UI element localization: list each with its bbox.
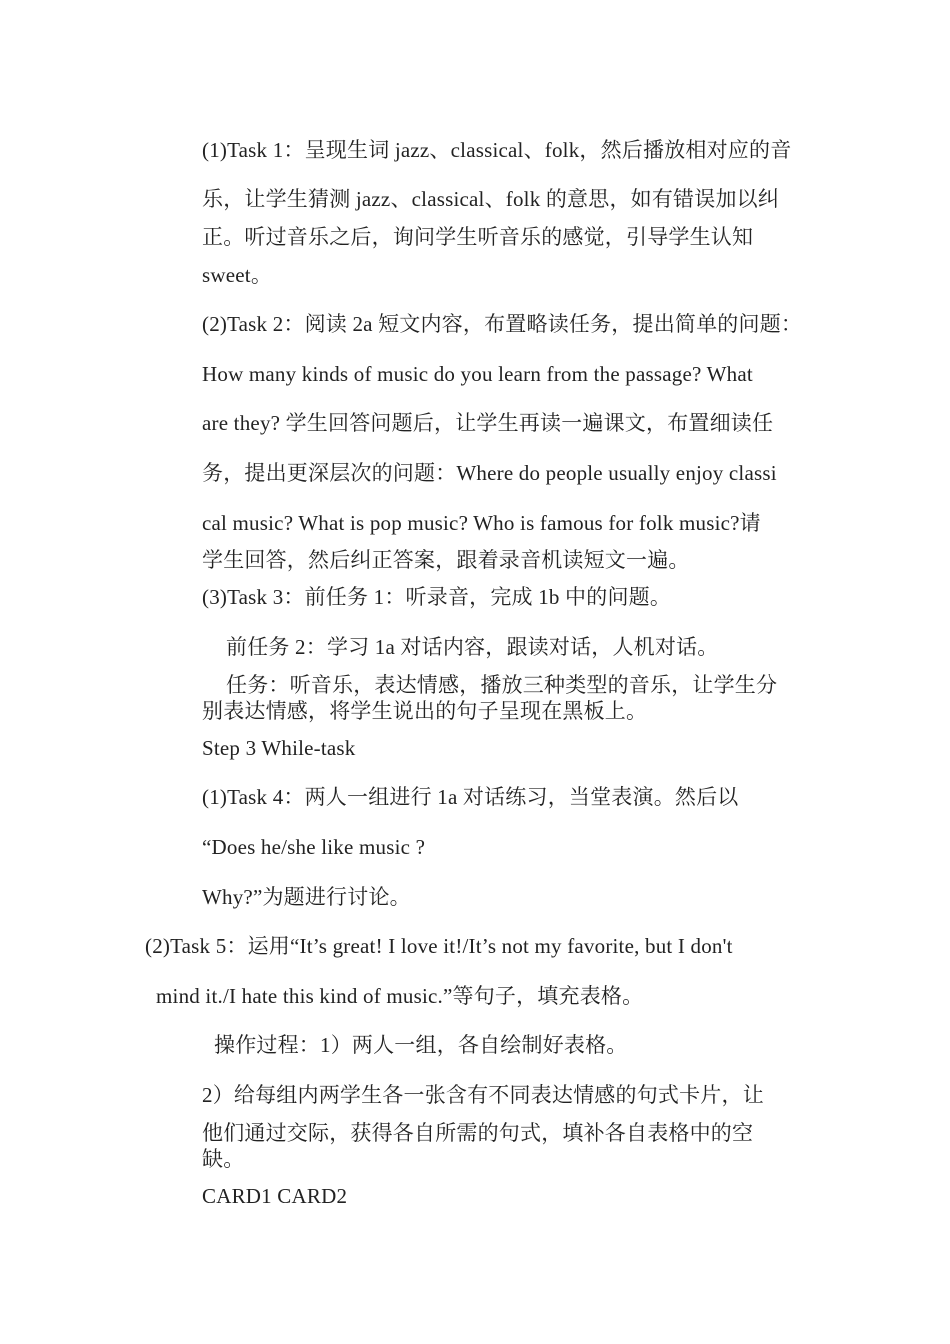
text-line: (2)Task 2：阅读 2a 短文内容，布置略读任务，提出简单的问题： — [202, 312, 803, 336]
text-line: (3)Task 3：前任务 1：听录音，完成 1b 中的问题。 — [202, 585, 672, 609]
text-line: mind it./I hate this kind of music.”等句子，填充表格。 — [156, 984, 644, 1008]
text-line: 正。听过音乐之后，询问学生听音乐的感觉，引导学生认知 — [202, 225, 754, 249]
text-line: sweet。 — [202, 263, 273, 287]
text-line: CARD1 CARD2 — [202, 1184, 348, 1208]
text-line: are they? 学生回答问题后，让学生再读一遍课文，布置细读任 — [202, 411, 774, 435]
text-line: cal music? What is pop music? Who is famous for folk music?请 — [202, 511, 761, 535]
section-heading: Step 3 While-task — [202, 736, 356, 760]
text-line: 操作过程：1）两人一组，各自绘制好表格。 — [214, 1033, 628, 1057]
text-line: (1)Task 4：两人一组进行 1a 对话练习，当堂表演。然后以 — [202, 785, 739, 809]
text-line: (1)Task 1：呈现生词 jazz、classical、folk，然后播放相对应的音 — [202, 138, 792, 162]
text-line: 学生回答，然后纠正答案，跟着录音机读短文一遍。 — [202, 548, 690, 572]
text-line: 前任务 2：学习 1a 对话内容，跟读对话，人机对话。 — [226, 635, 719, 659]
text-line: (2)Task 5：运用“It’s great! I love it!/It’s not my favorite, but I don't — [145, 934, 733, 958]
text-line: 乐，让学生猜测 jazz、classical、folk 的意思，如有错误加以纠 — [202, 187, 780, 211]
text-line: 别表达情感，将学生说出的句子呈现在黑板上。 — [202, 699, 648, 723]
text-line: 他们通过交际，获得各自所需的句式，填补各自表格中的空 — [202, 1121, 754, 1145]
text-line: 任务：听音乐，表达情感，播放三种类型的音乐，让学生分 — [226, 673, 778, 697]
text-line: Why?”为题进行讨论。 — [202, 885, 411, 909]
text-line: 务，提出更深层次的问题：Where do people usually enjoy classi — [202, 461, 777, 485]
text-line: 2）给每组内两学生各一张含有不同表达情感的句式卡片，让 — [202, 1083, 764, 1107]
text-line: “Does he/she like music ? — [202, 835, 426, 859]
text-line: 缺。 — [202, 1147, 245, 1171]
text-line: How many kinds of music do you learn from the passage? What — [202, 362, 753, 386]
